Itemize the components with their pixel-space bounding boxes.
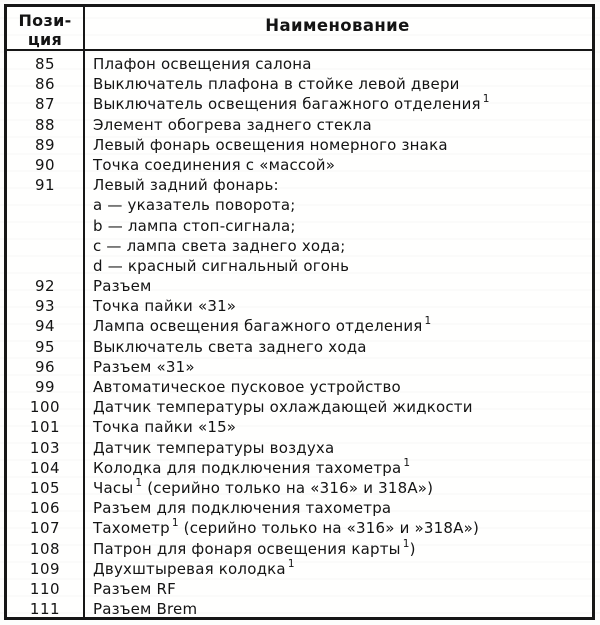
position-cell: 94 <box>34 317 56 336</box>
position-cell: 109 <box>29 559 61 578</box>
name-cell <box>83 195 592 215</box>
table-row <box>7 539 592 559</box>
table-row <box>7 135 592 155</box>
name-text: Часы <box>93 478 134 497</box>
name-text: Автоматическое пусковое устройство <box>93 378 401 396</box>
position-cell: 96 <box>34 357 56 376</box>
name-text: Колодка для подключения тахометра <box>93 458 402 477</box>
position-column-header <box>7 7 83 49</box>
table-row <box>7 337 592 357</box>
position-cell: 87 <box>34 95 56 114</box>
position-header-line2: ция <box>27 30 63 49</box>
name-text-after-footnote: ) <box>409 539 416 558</box>
table-row <box>7 236 592 256</box>
name-text: Выключатель света заднего хода <box>93 337 367 356</box>
position-cell: 110 <box>29 579 61 598</box>
parts-table <box>4 4 595 620</box>
table-body <box>7 51 592 619</box>
name-text: Разъем Brem <box>93 600 198 619</box>
table-row <box>7 579 592 599</box>
position-cell: 92 <box>34 277 56 296</box>
position-cell: 91 <box>34 176 56 195</box>
name-cell <box>83 54 592 74</box>
position-cell: 107 <box>29 519 61 538</box>
footnote-marker: 1 <box>424 315 432 328</box>
name-cell <box>83 115 592 135</box>
name-cell <box>83 397 592 417</box>
name-cell <box>83 498 592 518</box>
position-cell: 85 <box>34 55 56 73</box>
table-row <box>7 175 592 195</box>
position-cell: 88 <box>34 115 56 134</box>
table-row <box>7 256 592 276</box>
position-cell: 100 <box>29 398 61 417</box>
table-row <box>7 276 592 296</box>
position-cell: 108 <box>29 539 61 558</box>
table-header-row <box>7 7 592 51</box>
name-text: Разъем «31» <box>93 357 195 376</box>
name-text: c — лампа света заднего хода; <box>93 236 346 255</box>
position-cell: 93 <box>34 297 56 316</box>
name-cell <box>83 337 592 357</box>
table-row <box>7 559 592 579</box>
name-text: b — лампа стоп-сигнала; <box>93 216 296 235</box>
table-row <box>7 94 592 114</box>
name-cell <box>83 518 592 538</box>
table-row <box>7 216 592 236</box>
table-row <box>7 195 592 215</box>
position-cell: 103 <box>29 438 61 457</box>
column-divider <box>83 7 85 617</box>
name-text: d — красный сигнальный огонь <box>93 256 350 275</box>
name-text: Разъем RF <box>93 579 176 598</box>
table-row <box>7 316 592 336</box>
name-cell <box>83 478 592 498</box>
name-cell <box>83 175 592 195</box>
table-row <box>7 458 592 478</box>
name-text: Плафон освещения салона <box>93 55 312 73</box>
name-cell <box>83 296 592 316</box>
name-cell <box>83 438 592 458</box>
footnote-marker: 1 <box>287 557 295 570</box>
name-text: Точка пайки «31» <box>93 297 237 316</box>
name-column-header: Наименование <box>265 16 410 35</box>
name-cell <box>83 216 592 236</box>
table-row <box>7 296 592 316</box>
position-cell: 111 <box>29 600 61 619</box>
name-text: Патрон для фонаря освещения карты <box>93 539 401 558</box>
position-cell: 89 <box>34 135 56 154</box>
name-cell <box>83 417 592 437</box>
position-cell: 90 <box>34 155 56 174</box>
name-text: Выключатель освещения багажного отделения <box>93 95 481 114</box>
name-cell <box>83 94 592 114</box>
position-cell: 106 <box>29 499 61 518</box>
name-text: Датчик температуры воздуха <box>93 438 335 457</box>
position-cell: 86 <box>34 75 56 94</box>
table-row <box>7 377 592 397</box>
name-cell <box>83 458 592 478</box>
name-text: Точка пайки «15» <box>93 418 237 437</box>
position-cell: 95 <box>34 337 56 356</box>
table-row <box>7 54 592 74</box>
name-text: Выключатель плафона в стойке левой двери <box>93 75 460 94</box>
table-row <box>7 115 592 135</box>
name-text: Левый фонарь освещения номерного знака <box>93 135 448 154</box>
name-text: Точка соединения с «массой» <box>93 155 336 174</box>
name-cell <box>83 539 592 559</box>
name-cell <box>83 599 592 619</box>
name-cell <box>83 559 592 579</box>
table-row <box>7 599 592 619</box>
footnote-marker: 1 <box>171 517 179 530</box>
name-text: Тахометр <box>93 519 170 538</box>
footnote-marker: 1 <box>482 93 490 106</box>
table-row <box>7 438 592 458</box>
position-cell: 99 <box>34 378 56 396</box>
table-row <box>7 397 592 417</box>
footnote-marker: 1 <box>135 476 143 489</box>
name-cell <box>83 236 592 256</box>
name-text: Элемент обогрева заднего стекла <box>93 115 372 134</box>
name-cell <box>83 155 592 175</box>
name-cell <box>83 357 592 377</box>
name-cell <box>83 135 592 155</box>
table-row <box>7 74 592 94</box>
table-row <box>7 518 592 538</box>
name-cell <box>83 256 592 276</box>
name-text: Датчик температуры охлаждающей жидкости <box>93 398 473 417</box>
name-text: Разъем <box>93 277 152 296</box>
name-text-after-footnote: (серийно только на «316» и »318А») <box>178 519 480 538</box>
name-text: Лампа освещения багажного отделения <box>93 317 423 336</box>
position-cell: 104 <box>29 458 61 477</box>
name-cell <box>83 579 592 599</box>
footnote-marker: 1 <box>402 537 410 550</box>
name-text: Двухштыревая колодка <box>93 559 286 578</box>
name-text: a — указатель поворота; <box>93 196 296 215</box>
name-cell <box>83 316 592 336</box>
position-cell: 105 <box>29 478 61 497</box>
table-row <box>7 155 592 175</box>
table-row <box>7 417 592 437</box>
position-cell: 101 <box>29 418 61 437</box>
footnote-marker: 1 <box>403 456 411 469</box>
name-text: Разъем для подключения тахометра <box>93 499 392 518</box>
table-row <box>7 478 592 498</box>
name-text: Левый задний фонарь: <box>93 176 279 195</box>
name-cell <box>83 377 592 397</box>
table-row <box>7 498 592 518</box>
name-cell <box>83 276 592 296</box>
table-row <box>7 357 592 377</box>
position-header-line1: Пози- <box>18 11 72 30</box>
name-cell <box>83 74 592 94</box>
name-text-after-footnote: (серийно только на «316» и 318А») <box>142 478 434 497</box>
